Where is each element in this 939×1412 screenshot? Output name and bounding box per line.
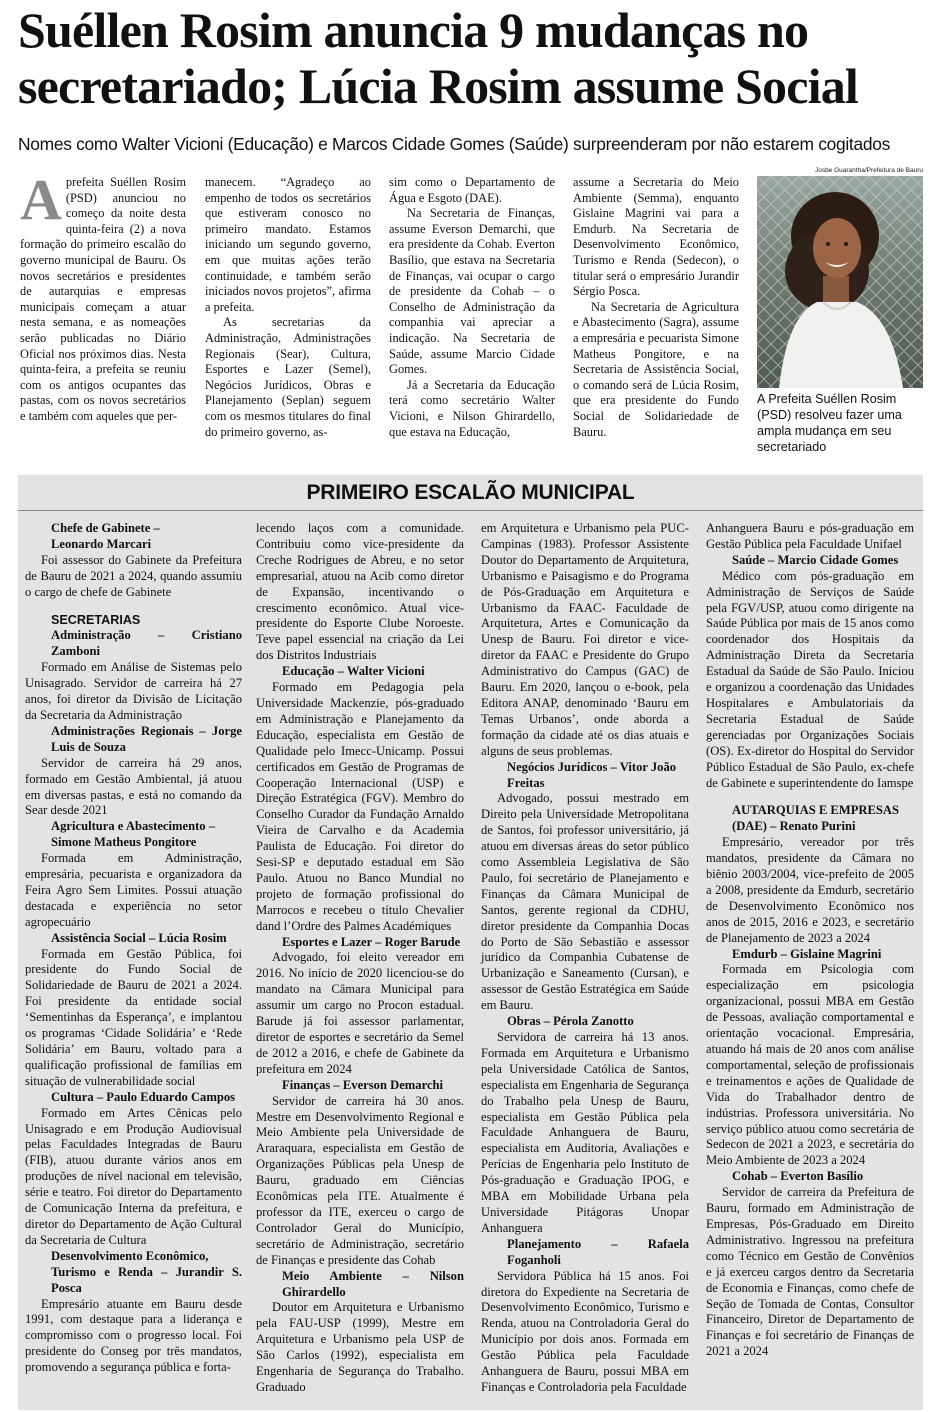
article-paragraph: sim como o Departamento de Água e Esgoto (DAE).	[389, 175, 555, 205]
box-column-1	[25, 521, 242, 1376]
box-title: PRIMEIRO ESCALÃO MUNICIPAL	[306, 481, 635, 504]
entry-text: Servidor de carreira da Prefeitura de Bauru, formado em Administração de Empresas, Pós-Graduado em Direito Administrativo. Ingressou na prefeitura como Técnico em Gestão de Convênios e já exerceu cargos dentro da Secretaria de Economia e Finanças, como chefe de Seção de Tomada de Contas, Consultor Financeiro, Diretor de Departamento de Finanças e foi secretário de Finanças de 2021 a 2024	[706, 1185, 914, 1359]
entry-heading: Freitas	[507, 775, 545, 790]
photo-credit: Josbe Guarantha/Prefeitura de Bauru	[814, 167, 923, 174]
article-paragraph: Na Secretaria de Agricultura e Abastecimento (Sagra), assume a empresária e pecuarista Simone Matheus Pongitore, e na Secretaria de Assistência Social, o comando será de Lúcia Rosim, que era presidente do Fundo Social de Solidariedade de Bauru.	[573, 299, 739, 439]
entry-text: Formado em Artes Cênicas pelo Unisagrado e em Produção Audiovisual pelas Faculdades Integradas de Bauru (FIB), atuou durante vários anos em produções de nível nacional em televisão, série e teatro. Foi diretor do Departamento de Comunicação Interna da prefeitura, e diretor do Departamento de Ação Cultural da Secretaria de Cultura	[25, 1105, 242, 1247]
mayor-photo	[757, 176, 923, 388]
entry-text: Servidor de carreira há 30 anos. Mestre em Desenvolvimento Regional e Meio Ambiente pela Universidade de Araraquara, especialista em Gestão de Organizações Públicas pela Unesp de Bauru, graduado em Ciências Econômicas pela ITE. Atualmente é professor da ITE, exerceu o cargo de Controlador Geral do Município, secretário de Administração, secretário de Finanças e presidente das Cohab	[256, 1093, 464, 1267]
entry-text: Doutor em Arquitetura e Urbanismo pela FAU-USP (1999), Mestre em Arquitetura e Urbanismo pela USP de São Carlos (1992), especialista em Engenharia de Segurança do Trabalho. Graduado	[256, 1300, 464, 1394]
photo-caption: A Prefeita Suéllen Rosim (PSD) resolveu fazer uma ampla mudança em seu secretariado	[757, 392, 902, 454]
entry-heading: Planejamento – Rafaela Foganholi	[507, 1236, 689, 1267]
entry-heading: Cultura – Paulo Eduardo Campos	[51, 1089, 236, 1104]
article-column-4	[573, 175, 739, 440]
article-paragraph: manecem. “Agradeço ao empenho de todos os secretários que estiveram conosco no primeiro mandato. Estamos iniciando um segundo governo, em que muitas ações terão continuidade, e também serão iniciados novos projetos”, afirma a prefeita.	[205, 175, 371, 314]
entry-heading: Negócios Jurídicos – Vitor João	[507, 759, 677, 774]
entry-heading: Esportes e Lazer – Roger Barude	[282, 934, 461, 949]
entry-heading: Desenvolvimento Econômico,	[51, 1248, 209, 1263]
article-paragraph: As secretarias da Administração, Administrações Regionais (Sear), Cultura, Esportes e Lazer (Semel), Negócios Jurídicos, Obras e Planejamento (Seplan) seguem com os mesmos titulares do final do primeiro governo, as-	[205, 315, 371, 439]
entry-heading: Assistência Social – Lúcia Rosim	[51, 930, 227, 945]
entry-heading: Administração – Cristiano Zamboni	[51, 628, 242, 659]
entry-heading: Finanças – Everson Demarchi	[282, 1077, 444, 1092]
entry-heading: Emdurb – Gislaine Magrini	[732, 946, 882, 961]
dropcap: A	[20, 167, 62, 232]
headline: Suéllen Rosim anuncia 9 mudanças no secretariado; Lúcia Rosim assume Social	[18, 2, 859, 114]
entry-text: lecendo laços com a comunidade. Contribuiu como vice-presidente da Creche Rodrigues de Abreu, e no setor empresarial, atuou na Acib como diretor de Expansão, incentivando o crescimento econômico. Atual vice-presidente do Esporte Clube Noroeste. Teve papel essencial na criação da Lei dos Distritos Industriais	[256, 521, 464, 663]
entry-text: Formada em Gestão Pública, foi presidente do Fundo Social de Solidariedade de Bauru de 2021 a 2024. Foi presidente da entidade social ‘Sementinhas da Esperança’, e implantou os programas ‘Cidade Solidária’ e ‘Rede Solidária’ em Bauru, voltado para a qualificação profissional de famílias em situação de vulnerabilidade social	[25, 946, 242, 1088]
entry-text: Anhanguera Bauru e pós-graduação em Gestão Pública pela Faculdade Unifael	[706, 521, 914, 551]
box-column-3	[481, 521, 689, 1396]
entry-heading: Saúde – Marcio Cidade Gomes	[732, 552, 899, 567]
entry-text: Empresário atuante em Bauru desde 1991, com destaque para a liderança e compromisso com o progresso local. Foi presidente do Conseg por três mandatos, promovendo a segurança pública e forta-	[25, 1296, 242, 1375]
entry-heading: Agricultura e Abastecimento –	[51, 819, 216, 834]
entry-heading: Leonardo Marcari	[51, 536, 152, 551]
entry-heading: Chefe de Gabinete –	[51, 521, 160, 535]
article-paragraph: assume a Secretaria do Meio Ambiente (Semma), enquanto Gislaine Magrini vai para a Emdurb. Na Secretaria de Desenvolvimento Econômico, Turismo e Renda (Sedecon), o titular será o empresário Jurandir Sérgio Posca.	[573, 175, 739, 299]
entry-heading: Obras – Pérola Zanotto	[507, 1014, 634, 1029]
article-column-3	[389, 175, 555, 440]
article-column-2	[205, 175, 371, 440]
subheadline: Nomes como Walter Vicioni (Educação) e Marcos Cidade Gomes (Saúde) surpreenderam por não estarem cogitados	[18, 134, 890, 154]
entry-heading: Cohab – Everton Basílio	[732, 1169, 864, 1184]
entry-text: Formada em Psicologia com especialização em psicologia organizacional, possui MBA em Gestão de Pessoas, avaliação comportamental e orientação vocacional. Empresária, atuando há mais de 20 anos com análise comportamental, seleção de profissionais e treinamentos e ações de Qualidade de Vida do Trabalhador dentro de indústrias. Professora universitária. No serviço público atuou como secretária de Sedecon de 2021 a 2023, e secretária do Meio Ambiente de 2023 a 2024	[706, 962, 914, 1168]
article-paragraph: Já a Secretaria da Educação terá como secretário Walter Vicioni, e Nilson Ghirardello, que estava na Educação,	[389, 377, 555, 439]
entry-text: Foi assessor do Gabinete da Prefeitura de Bauru de 2021 a 2024, quando assumiu o cargo de chefe de Gabinete	[25, 552, 242, 599]
section-label: SECRETARIAS	[51, 612, 141, 627]
entry-text: Empresário, vereador por três mandatos, presidente da Câmara no biênio 2003/2004, vice-prefeito de 2005 a 2008, presidente da Emdurb, secretário de Desenvolvimento Econômico nos anos de 2015, 2016 e 2023, e secretário de Planejamento de 2023 a 2024	[706, 835, 914, 945]
entry-text: em Arquitetura e Urbanismo pela PUC-Campinas (1983). Professor Assistente Doutor do Departamento de Arquitetura, Urbanismo e Paisagismo e do Programa de Pós-Graduação em Arquitetura e Urbanismo da FAAC- Faculdade de Arquitetura, Artes e Comunicação da Unesp de Bauru. Foi diretor e vice-diretor da FAAC e Presidente do Grupo Administrativo do Campus (GAC) de Bauru. Em 2020, lançou o e-book, pela Editora ANAP, denominado ‘Bauru em Temas Urbanos’, onde aborda a formação da cidade até os dias atuais e alguns de seus problemas.	[481, 521, 689, 758]
entry-text: Formado em Pedagogia pela Universidade Mackenzie, pós-graduado em Administração e Planejamento da Educação, especialista em Gestão de Qualidade pelo Imecc-Unicamp. Possui certificados em Gestão de Programas de Cooperação Internacional (USP) e Direção Estratégica (FGV). Membro do Conselho Curador da Fundação Arnaldo Vieira de Carvalho e da Academia Paulista de Educação. Foi diretor do Sesi-SP e deputado estadual em São Paulo. Atuou no Banco Mundial no projeto de formação profissional do Marrocos e recebeu o título Chevalier dand l’Ordre des Palmes Académiques	[256, 680, 464, 933]
article-column-1	[20, 167, 186, 425]
entry-text: Formada em Administração, empresária, pecuarista e organizadora da Feira Agro Sem Limites. Possui atuação destacada e experiência no setor agropecuário	[25, 851, 242, 929]
entry-heading: Educação – Walter Vicioni	[282, 664, 425, 679]
entry-heading: Administrações Regionais – Jorge Luis de Souza	[51, 723, 242, 754]
box-column-4	[706, 521, 914, 1360]
box-column-2	[256, 521, 464, 1396]
section-label: AUTARQUIAS E EMPRESAS	[732, 803, 900, 818]
entry-text: Advogado, possui mestrado em Direito pela Universidade Metropolitana de Santos, foi professor universitário, já atuou em diversas áreas do setor público como Assembleia Legislativa de São Paulo, foi secretário de Planejamento e Finanças da Câmara Municipal de Santos, gerente regional da CDHU, diretor presidente da Companhia Docas do Porto de São Sebastião e assessor jurídico da Companhia Cubatense de Urbanização e Saneamento (Cursan), e assessor de Gestão Estratégica em Saúde em Bauru.	[481, 791, 689, 1013]
entry-text: Servidora de carreira há 13 anos. Formada em Arquitetura e Urbanismo pela Universidade Católica de Santos, especialista em Engenharia de Segurança do Trabalho pela Unesp de Bauru, especialista em Gestão Pública pela Faculdade Anhanguera de Bauru, especialista em Auditoria, Avaliações e Perícias de Engenharia pelo Instituto de Pós-graduação e Graduação IPOG, e MBA em Mobilidade Urbana pela Universidade Pitágoras Unopar Anhanguera	[481, 1030, 689, 1235]
entry-text: Servidor de carreira há 29 anos, formado em Gestão Ambiental, já atuou em diversas pastas, e está no comando da Sear desde 2021	[25, 755, 242, 818]
article-paragraph: prefeita Suéllen Rosim (PSD) anunciou no começo da noite desta quinta-feira (2) a nova formação do primeiro escalão do governo municipal de Bauru. Os novos secretários e presidentes de autarquias e empresas municipais começam a atuar nesta semana, e as nomeações serão publicadas no Diário Oficial nos próximos dias. Nesta quinta-feira, a prefeita se reuniu com os antigos ocupantes das pastas, com os novos secretários e também com aqueles que per-	[20, 175, 186, 423]
entry-heading: Simone Matheus Pongitore	[51, 835, 197, 850]
entry-heading: Meio Ambiente – Nilson Ghirardello	[282, 1268, 464, 1299]
entry-text: Servidora Pública há 15 anos. Foi diretora do Expediente na Secretaria de Desenvolvimento Econômico, Turismo e Renda, atuou na Controladoria Geral do Município por dois anos. Formada em Gestão Pública pela Faculdade Anhanguera de Bauru, possui MBA em Finanças e Controladoria pela Faculdade	[481, 1268, 689, 1394]
box-divider	[18, 510, 923, 511]
article-paragraph: Na Secretaria de Finanças, assume Everson Demarchi, que era presidente da Cohab. Everton Basílio, que estava na Secretaria de Finanças, vai ocupar o cargo de presidente da Cohab – o Conselho de Administração da companhia vai apreciar a indicação. Na Secretaria de Saúde, assume Marcio Cidade Gomes.	[389, 206, 555, 377]
entry-heading: (DAE) – Renato Purini	[732, 819, 856, 834]
entry-heading: Turismo e Renda – Jurandir S. Posca	[51, 1264, 242, 1295]
entry-text: Formado em Análise de Sistemas pelo Unisagrado. Servidor de carreira há 27 anos, foi diretor da Divisão de Licitação da Secretaria da Administração	[25, 660, 242, 722]
entry-text: Advogado, foi eleito vereador em 2016. No início de 2020 licenciou-se do mandato na Câmara Municipal para assumir um cargo no Procon estadual. Barude já foi assessor parlamentar, diretor de esportes e secretário da Semel de 2012 a 2016, e chefe de Gabinete da prefeitura em 2024	[256, 950, 464, 1076]
entry-text: Médico com pós-graduação em Administração de Serviços de Saúde pela FGV/USP, atuou como dirigente na Saúde Pública por mais de 15 anos como coordenador dos Hospitais da Administração Direta da Secretaria Estadual da Saúde de São Paulo. Iniciou e organizou a coordenação das Unidades Hospitalares e Ambulatoriais da Secretaria Estadual de Saúde gerenciadas por Organizações Sociais (OS). Ex-diretor do Hospital do Servidor Público Estadual de São Paulo, ex-chefe de Gabinete e superintendente do Iamspe	[706, 568, 914, 790]
